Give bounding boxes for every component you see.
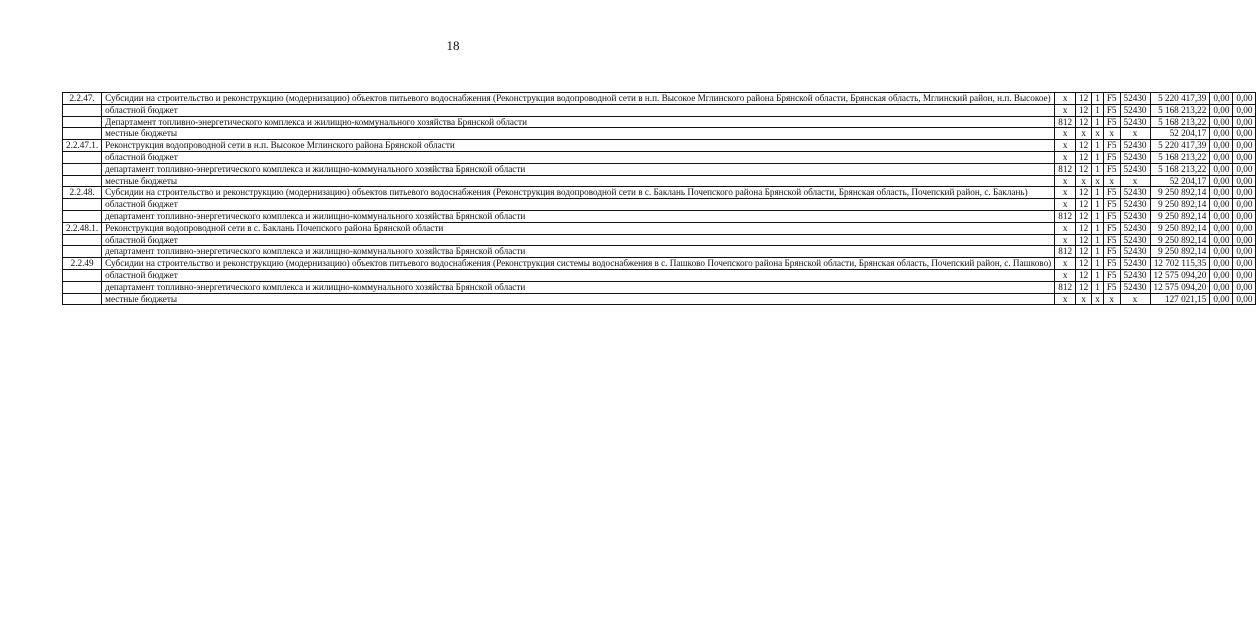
amount-3-cell: 0,00 <box>1233 246 1256 258</box>
row-number-cell <box>63 175 102 187</box>
amount-1-cell: 9 250 892,14 <box>1150 187 1210 199</box>
amount-3-cell: 0,00 <box>1233 163 1256 175</box>
row-number-cell <box>63 116 102 128</box>
code-4-cell: F5 <box>1103 269 1120 281</box>
row-number-cell <box>63 210 102 222</box>
amount-2-cell: 0,00 <box>1210 128 1233 140</box>
table-row <box>63 128 1256 140</box>
item-name-cell: местные бюджеты <box>102 293 1055 305</box>
code-1-cell: 812 <box>1055 246 1076 258</box>
code-2-cell: 12 <box>1076 116 1092 128</box>
code-3-cell: x <box>1092 293 1104 305</box>
amount-2-cell: 0,00 <box>1210 140 1233 152</box>
amount-3-cell: 0,00 <box>1233 281 1256 293</box>
amount-2-cell: 0,00 <box>1210 199 1233 211</box>
amount-3-cell: 0,00 <box>1233 93 1256 105</box>
code-2-cell: x <box>1076 293 1092 305</box>
item-name-cell: департамент топливно-энергетического комплекса и жилищно-коммунального хозяйства Брянской области <box>102 246 1055 258</box>
code-4-cell: x <box>1103 293 1120 305</box>
code-1-cell: x <box>1055 175 1076 187</box>
amount-1-cell: 5 220 417,39 <box>1150 93 1210 105</box>
code-2-cell: 12 <box>1076 187 1092 199</box>
amount-2-cell: 0,00 <box>1210 222 1233 234</box>
code-3-cell: 1 <box>1092 281 1104 293</box>
amount-2-cell: 0,00 <box>1210 116 1233 128</box>
code-3-cell: 1 <box>1092 151 1104 163</box>
code-5-cell: 52430 <box>1120 163 1150 175</box>
code-3-cell: x <box>1092 175 1104 187</box>
code-4-cell: x <box>1103 175 1120 187</box>
code-2-cell: 12 <box>1076 269 1092 281</box>
code-2-cell: 12 <box>1076 93 1092 105</box>
code-3-cell: 1 <box>1092 246 1104 258</box>
amount-2-cell: 0,00 <box>1210 210 1233 222</box>
amount-3-cell: 0,00 <box>1233 140 1256 152</box>
code-5-cell: 52430 <box>1120 187 1150 199</box>
code-2-cell: 12 <box>1076 246 1092 258</box>
amount-2-cell: 0,00 <box>1210 163 1233 175</box>
amount-1-cell: 12 702 115,35 <box>1150 258 1210 270</box>
code-4-cell: F5 <box>1103 187 1120 199</box>
item-name-cell: местные бюджеты <box>102 128 1055 140</box>
amount-2-cell: 0,00 <box>1210 258 1233 270</box>
code-2-cell: 12 <box>1076 234 1092 246</box>
amount-1-cell: 52 204,17 <box>1150 175 1210 187</box>
row-number-cell: 2.2.49 <box>63 258 102 270</box>
code-5-cell: 52430 <box>1120 151 1150 163</box>
item-name-cell: департамент топливно-энергетического комплекса и жилищно-коммунального хозяйства Брянской области <box>102 210 1055 222</box>
table-row <box>63 246 1256 258</box>
code-3-cell: 1 <box>1092 199 1104 211</box>
table-row <box>63 281 1256 293</box>
code-5-cell: 52430 <box>1120 93 1150 105</box>
code-5-cell: 52430 <box>1120 269 1150 281</box>
amount-3-cell: 0,00 <box>1233 234 1256 246</box>
amount-1-cell: 5 168 213,22 <box>1150 116 1210 128</box>
table-row <box>63 269 1256 281</box>
table-row <box>63 151 1256 163</box>
code-1-cell: 812 <box>1055 210 1076 222</box>
item-name-cell: областной бюджет <box>102 151 1055 163</box>
amount-3-cell: 0,00 <box>1233 175 1256 187</box>
item-name-cell: областной бюджет <box>102 104 1055 116</box>
amount-3-cell: 0,00 <box>1233 116 1256 128</box>
code-1-cell: x <box>1055 293 1076 305</box>
code-5-cell: 52430 <box>1120 140 1150 152</box>
amount-2-cell: 0,00 <box>1210 187 1233 199</box>
row-number-cell <box>63 234 102 246</box>
code-2-cell: 12 <box>1076 281 1092 293</box>
amount-3-cell: 0,00 <box>1233 258 1256 270</box>
code-2-cell: x <box>1076 175 1092 187</box>
table-row <box>63 175 1256 187</box>
code-3-cell: 1 <box>1092 187 1104 199</box>
code-5-cell: x <box>1120 293 1150 305</box>
amount-2-cell: 0,00 <box>1210 104 1233 116</box>
table-row <box>63 104 1256 116</box>
code-4-cell: x <box>1103 128 1120 140</box>
code-1-cell: x <box>1055 269 1076 281</box>
amount-3-cell: 0,00 <box>1233 104 1256 116</box>
item-name-cell: Реконструкция водопроводной сети в с. Баклань Почепского района Брянской области <box>102 222 1055 234</box>
table-row <box>63 258 1256 270</box>
item-name-cell: областной бюджет <box>102 234 1055 246</box>
item-name-cell: департамент топливно-энергетического комплекса и жилищно-коммунального хозяйства Брянской области <box>102 163 1055 175</box>
row-number-cell: 2.2.47. <box>63 93 102 105</box>
row-number-cell: 2.2.47.1. <box>63 140 102 152</box>
code-1-cell: x <box>1055 258 1076 270</box>
amount-1-cell: 9 250 892,14 <box>1150 222 1210 234</box>
code-5-cell: x <box>1120 128 1150 140</box>
code-5-cell: 52430 <box>1120 222 1150 234</box>
amount-1-cell: 9 250 892,14 <box>1150 199 1210 211</box>
code-2-cell: 12 <box>1076 163 1092 175</box>
code-4-cell: F5 <box>1103 116 1120 128</box>
code-2-cell: 12 <box>1076 151 1092 163</box>
amount-3-cell: 0,00 <box>1233 151 1256 163</box>
code-2-cell: 12 <box>1076 222 1092 234</box>
code-3-cell: 1 <box>1092 116 1104 128</box>
amount-3-cell: 0,00 <box>1233 222 1256 234</box>
code-1-cell: x <box>1055 222 1076 234</box>
code-5-cell: 52430 <box>1120 199 1150 211</box>
item-name-cell: местные бюджеты <box>102 175 1055 187</box>
amount-1-cell: 9 250 892,14 <box>1150 246 1210 258</box>
table-row <box>63 222 1256 234</box>
code-1-cell: x <box>1055 234 1076 246</box>
amount-3-cell: 0,00 <box>1233 293 1256 305</box>
amount-3-cell: 0,00 <box>1233 128 1256 140</box>
code-5-cell: 52430 <box>1120 258 1150 270</box>
amount-2-cell: 0,00 <box>1210 151 1233 163</box>
table-row <box>63 293 1256 305</box>
item-name-cell: Субсидии на строительство и реконструкцию (модернизацию) объектов питьевого водоснабжения (Реконструкция водопроводной сети в н.п. Высокое Мглинского района Брянской области, Брянская область, Мглинский район, н.п. Высокое) <box>102 93 1055 105</box>
item-name-cell: департамент топливно-энергетического комплекса и жилищно-коммунального хозяйства Брянской области <box>102 281 1055 293</box>
amount-1-cell: 12 575 094,20 <box>1150 269 1210 281</box>
table-row <box>63 116 1256 128</box>
code-5-cell: x <box>1120 175 1150 187</box>
code-3-cell: x <box>1092 128 1104 140</box>
code-3-cell: 1 <box>1092 140 1104 152</box>
code-3-cell: 1 <box>1092 222 1104 234</box>
row-number-cell <box>63 269 102 281</box>
code-2-cell: x <box>1076 128 1092 140</box>
code-4-cell: F5 <box>1103 104 1120 116</box>
code-4-cell: F5 <box>1103 151 1120 163</box>
table-body <box>63 93 1256 305</box>
code-4-cell: F5 <box>1103 281 1120 293</box>
row-number-cell <box>63 281 102 293</box>
amount-2-cell: 0,00 <box>1210 281 1233 293</box>
row-number-cell <box>63 246 102 258</box>
code-5-cell: 52430 <box>1120 234 1150 246</box>
code-4-cell: F5 <box>1103 222 1120 234</box>
table-row <box>63 93 1256 105</box>
table-row <box>63 234 1256 246</box>
table-row <box>63 140 1256 152</box>
amount-2-cell: 0,00 <box>1210 93 1233 105</box>
amount-1-cell: 12 575 094,20 <box>1150 281 1210 293</box>
amount-2-cell: 0,00 <box>1210 293 1233 305</box>
code-1-cell: x <box>1055 140 1076 152</box>
code-5-cell: 52430 <box>1120 281 1150 293</box>
code-1-cell: 812 <box>1055 163 1076 175</box>
amount-1-cell: 5 168 213,22 <box>1150 151 1210 163</box>
amount-2-cell: 0,00 <box>1210 246 1233 258</box>
item-name-cell: Субсидии на строительство и реконструкцию (модернизацию) объектов питьевого водоснабжения (Реконструкция системы водоснабжения в с. Пашково Почепского района Брянской области, Брянская область, Почепский район, с. Пашково) <box>102 258 1055 270</box>
row-number-cell <box>63 293 102 305</box>
table-row <box>63 187 1256 199</box>
code-4-cell: F5 <box>1103 140 1120 152</box>
code-1-cell: x <box>1055 93 1076 105</box>
budget-table <box>62 92 1256 305</box>
code-4-cell: F5 <box>1103 93 1120 105</box>
code-4-cell: F5 <box>1103 246 1120 258</box>
code-3-cell: 1 <box>1092 104 1104 116</box>
table-row <box>63 199 1256 211</box>
amount-3-cell: 0,00 <box>1233 210 1256 222</box>
item-name-cell: Реконструкция водопроводной сети в н.п. Высокое Мглинского района Брянской области <box>102 140 1055 152</box>
code-3-cell: 1 <box>1092 234 1104 246</box>
code-4-cell: F5 <box>1103 163 1120 175</box>
code-4-cell: F5 <box>1103 199 1120 211</box>
code-5-cell: 52430 <box>1120 104 1150 116</box>
item-name-cell: областной бюджет <box>102 269 1055 281</box>
amount-1-cell: 5 220 417,39 <box>1150 140 1210 152</box>
code-1-cell: 812 <box>1055 116 1076 128</box>
amount-3-cell: 0,00 <box>1233 199 1256 211</box>
code-3-cell: 1 <box>1092 258 1104 270</box>
code-1-cell: 812 <box>1055 281 1076 293</box>
item-name-cell: Субсидии на строительство и реконструкцию (модернизацию) объектов питьевого водоснабжения (Реконструкция водопроводной сети в с. Баклань Почепского района Брянской области, Брянская область, Почепский район, с. Баклань) <box>102 187 1055 199</box>
amount-1-cell: 5 168 213,22 <box>1150 163 1210 175</box>
amount-1-cell: 9 250 892,14 <box>1150 234 1210 246</box>
code-4-cell: F5 <box>1103 234 1120 246</box>
amount-2-cell: 0,00 <box>1210 269 1233 281</box>
item-name-cell: областной бюджет <box>102 199 1055 211</box>
table-row <box>63 163 1256 175</box>
code-2-cell: 12 <box>1076 258 1092 270</box>
code-1-cell: x <box>1055 128 1076 140</box>
code-2-cell: 12 <box>1076 104 1092 116</box>
row-number-cell <box>63 163 102 175</box>
code-2-cell: 12 <box>1076 210 1092 222</box>
amount-1-cell: 5 168 213,22 <box>1150 104 1210 116</box>
row-number-cell <box>63 199 102 211</box>
amount-3-cell: 0,00 <box>1233 269 1256 281</box>
code-5-cell: 52430 <box>1120 246 1150 258</box>
row-number-cell <box>63 151 102 163</box>
code-3-cell: 1 <box>1092 269 1104 281</box>
row-number-cell: 2.2.48. <box>63 187 102 199</box>
amount-1-cell: 127 021,15 <box>1150 293 1210 305</box>
code-5-cell: 52430 <box>1120 116 1150 128</box>
code-5-cell: 52430 <box>1120 210 1150 222</box>
code-1-cell: x <box>1055 151 1076 163</box>
table-row <box>63 210 1256 222</box>
code-1-cell: x <box>1055 104 1076 116</box>
code-1-cell: x <box>1055 187 1076 199</box>
code-3-cell: 1 <box>1092 163 1104 175</box>
code-4-cell: F5 <box>1103 210 1120 222</box>
amount-1-cell: 9 250 892,14 <box>1150 210 1210 222</box>
amount-1-cell: 52 204,17 <box>1150 128 1210 140</box>
code-1-cell: x <box>1055 199 1076 211</box>
code-3-cell: 1 <box>1092 210 1104 222</box>
code-3-cell: 1 <box>1092 93 1104 105</box>
row-number-cell <box>63 104 102 116</box>
amount-2-cell: 0,00 <box>1210 175 1233 187</box>
row-number-cell <box>63 128 102 140</box>
amount-2-cell: 0,00 <box>1210 234 1233 246</box>
code-4-cell: F5 <box>1103 258 1120 270</box>
page-number: 18 <box>446 38 460 53</box>
code-2-cell: 12 <box>1076 199 1092 211</box>
amount-3-cell: 0,00 <box>1233 187 1256 199</box>
item-name-cell: Департамент топливно-энергетического комплекса и жилищно-коммунального хозяйства Брянской области <box>102 116 1055 128</box>
code-2-cell: 12 <box>1076 140 1092 152</box>
row-number-cell: 2.2.48.1. <box>63 222 102 234</box>
